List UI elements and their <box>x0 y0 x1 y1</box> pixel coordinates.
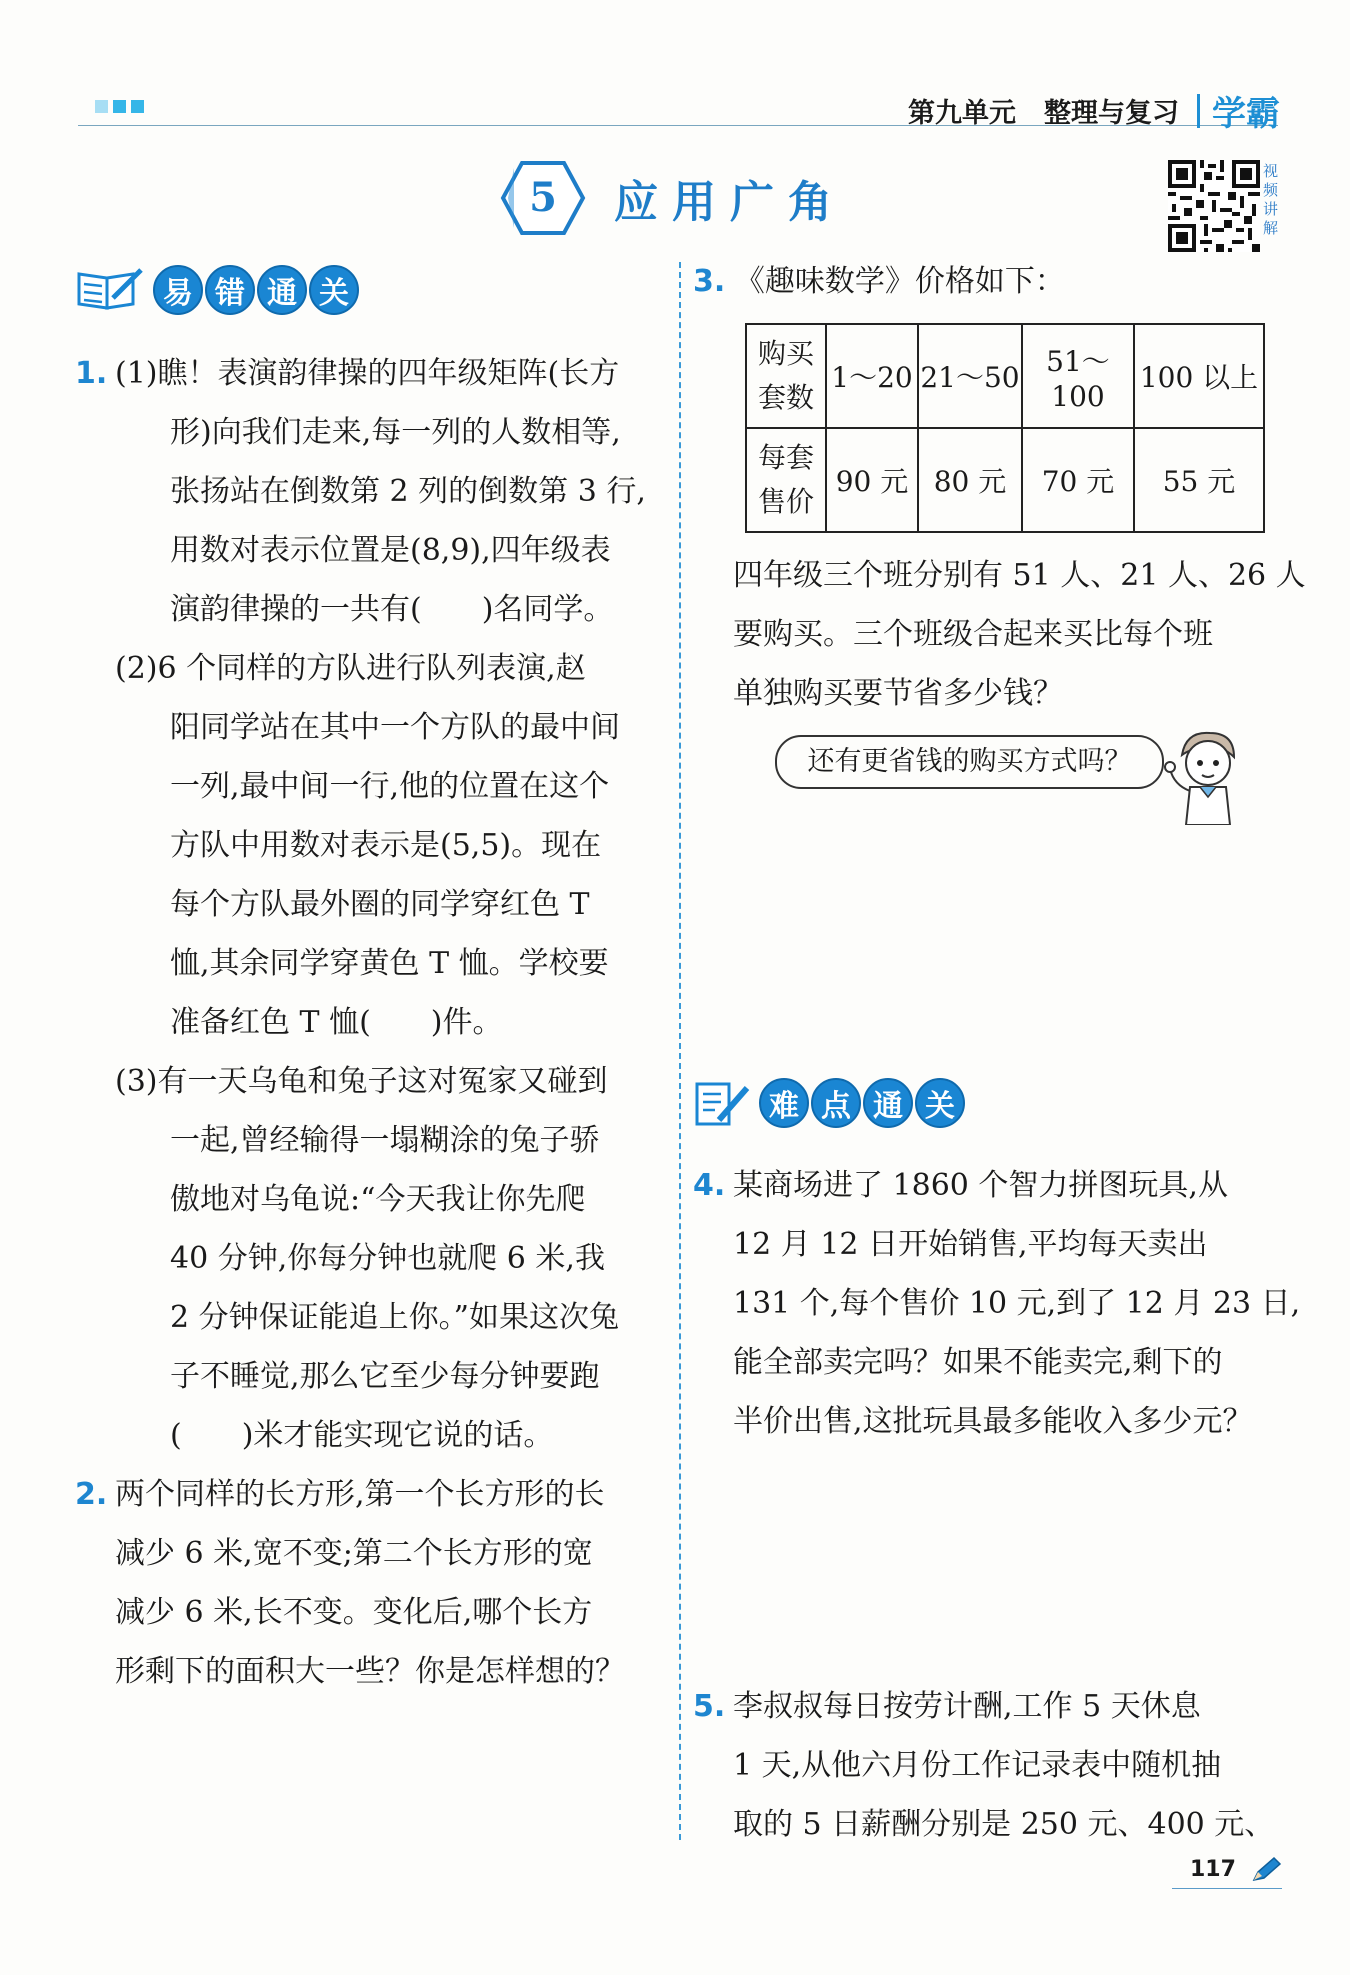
qr-video-label: 视 频 讲 解 <box>1263 162 1279 237</box>
brand-logo: 学霸 <box>1212 94 1280 134</box>
question-2-text <box>115 1465 625 1701</box>
text-line: 阳同学站在其中一个方队的最中间 <box>170 710 620 745</box>
notepad-pencil-icon <box>693 1078 751 1128</box>
heading-char: 关 <box>915 1078 965 1128</box>
table-cell: 1～20 <box>826 324 918 428</box>
text-line: 半价出售,这批玩具最多能收入多少元？ <box>733 1404 1253 1439</box>
header-marks <box>95 100 144 113</box>
question-number: 4. <box>693 1168 726 1203</box>
page-header <box>908 86 1280 135</box>
text-line: 40 分钟,你每分钟也就爬 6 米,我 <box>170 1241 605 1276</box>
text-line: 恤,其余同学穿黄色 T 恤。学校要 <box>170 946 609 981</box>
table-cell: 70 元 <box>1022 428 1134 532</box>
text-line: 张扬站在倒数第 2 列的倒数第 3 行, <box>170 474 646 509</box>
section-number-badge <box>500 160 586 236</box>
question-3 <box>693 252 1065 311</box>
table-row <box>746 428 1264 532</box>
column-divider <box>679 262 681 1840</box>
text-line: 傲地对乌龟说:“今天我让你先爬 <box>170 1182 586 1217</box>
pencil-icon <box>1250 1856 1282 1884</box>
text-line: 形剩下的面积大一些？你是怎样想的？ <box>115 1654 625 1689</box>
unit-subtitle: 整理与复习 <box>1044 98 1179 129</box>
text-line: 一列,最中间一行,他的位置在这个 <box>170 769 610 804</box>
text-line: (3)有一天乌龟和兔子这对冤家又碰到 <box>115 1064 608 1099</box>
table-row <box>746 324 1264 428</box>
text-line: 四年级三个班分别有 51 人、21 人、26 人 <box>733 558 1306 593</box>
text-line: 准备红色 T 恤( )件。 <box>170 1005 503 1040</box>
section-heading-difficult <box>693 1078 959 1128</box>
text-line: 形)向我们走来,每一列的人数相等, <box>170 415 621 450</box>
table-cell: 100 以上 <box>1134 324 1264 428</box>
section-heading-error-prone <box>75 265 353 315</box>
heading-char: 错 <box>205 265 255 315</box>
text-line: 12 月 12 日开始销售,平均每天卖出 <box>733 1227 1208 1262</box>
text-line: (2)6 个同样的方队进行队列表演,赵 <box>115 651 586 686</box>
table-cell: 80 元 <box>918 428 1022 532</box>
heading-char: 难 <box>759 1078 809 1128</box>
heading-char: 关 <box>309 265 359 315</box>
text-line: 演韵律操的一共有( )名同学。 <box>170 592 614 627</box>
question-3-intro: 《趣味数学》价格如下： <box>734 264 1065 299</box>
question-5 <box>693 1677 725 1736</box>
text-line: 子不睡觉,那么它至少每分钟要跑 <box>170 1359 600 1394</box>
text-line: 能全部卖完吗？如果不能卖完,剩下的 <box>733 1345 1223 1380</box>
question-1 <box>75 344 107 403</box>
question-1-part-2 <box>115 639 620 1052</box>
heading-char: 通 <box>257 265 307 315</box>
question-number: 5. <box>693 1689 726 1724</box>
text-line: 2 分钟保证能追上你。”如果这次兔 <box>170 1300 619 1335</box>
question-2 <box>75 1465 107 1524</box>
table-cell: 90 元 <box>826 428 918 532</box>
boy-illustration-icon <box>1160 725 1250 825</box>
question-number: 3. <box>693 264 726 299</box>
question-3-text <box>733 546 1306 723</box>
speech-bubble: 还有更省钱的购买方式吗？ <box>775 735 1164 789</box>
price-table <box>745 323 1265 533</box>
text-line: 一起,曾经输得一塌糊涂的兔子骄 <box>170 1123 600 1158</box>
question-1-part-3 <box>115 1052 619 1465</box>
unit-label: 第九单元 <box>908 98 1016 129</box>
text-line: 两个同样的长方形,第一个长方形的长 <box>115 1477 605 1512</box>
question-4 <box>693 1156 725 1215</box>
page-number-rule <box>1172 1888 1282 1889</box>
qr-code-icon[interactable] <box>1168 160 1260 252</box>
section-title <box>500 160 846 236</box>
header-separator <box>1197 94 1200 128</box>
question-5-text <box>733 1677 1274 1854</box>
question-number: 1. <box>75 356 108 391</box>
text-line: (1)瞧！表演韵律操的四年级矩阵(长方 <box>115 356 620 391</box>
text-line: 李叔叔每日按劳计酬,工作 5 天休息 <box>733 1689 1201 1724</box>
question-4-text <box>733 1156 1300 1451</box>
text-line: ( )米才能实现它说的话。 <box>170 1418 554 1453</box>
text-line: 减少 6 米,长不变。变化后,哪个长方 <box>115 1595 593 1630</box>
section-title-text: 应用广角 <box>614 177 846 228</box>
text-line: 用数对表示位置是(8,9),四年级表 <box>170 533 611 568</box>
table-row-label: 每套 售价 <box>746 428 826 532</box>
text-line: 131 个,每个售价 10 元,到了 12 月 23 日, <box>733 1286 1301 1321</box>
text-line: 减少 6 米,宽不变;第二个长方形的宽 <box>115 1536 593 1571</box>
section-number: 5 <box>529 174 557 221</box>
book-pencil-icon <box>75 268 145 312</box>
text-line: 单独购买要节省多少钱？ <box>733 676 1063 711</box>
table-cell: 55 元 <box>1134 428 1264 532</box>
text-line: 要购买。三个班级合起来买比每个班 <box>733 617 1213 652</box>
text-line: 1 天,从他六月份工作记录表中随机抽 <box>733 1748 1222 1783</box>
heading-char: 易 <box>153 265 203 315</box>
text-line: 取的 5 日薪酬分别是 250 元、400 元、 <box>733 1807 1275 1842</box>
text-line: 每个方队最外圈的同学穿红色 T <box>170 887 590 922</box>
heading-char: 通 <box>863 1078 913 1128</box>
heading-char: 点 <box>811 1078 861 1128</box>
text-line: 某商场进了 1860 个智力拼图玩具,从 <box>733 1168 1228 1203</box>
table-row-label: 购买 套数 <box>746 324 826 428</box>
table-cell: 51～100 <box>1022 324 1134 428</box>
page-number: 117 <box>1190 1857 1236 1882</box>
text-line: 方队中用数对表示是(5,5)。现在 <box>170 828 602 863</box>
question-1-part-1 <box>115 344 646 639</box>
question-number: 2. <box>75 1477 108 1512</box>
table-cell: 21～50 <box>918 324 1022 428</box>
